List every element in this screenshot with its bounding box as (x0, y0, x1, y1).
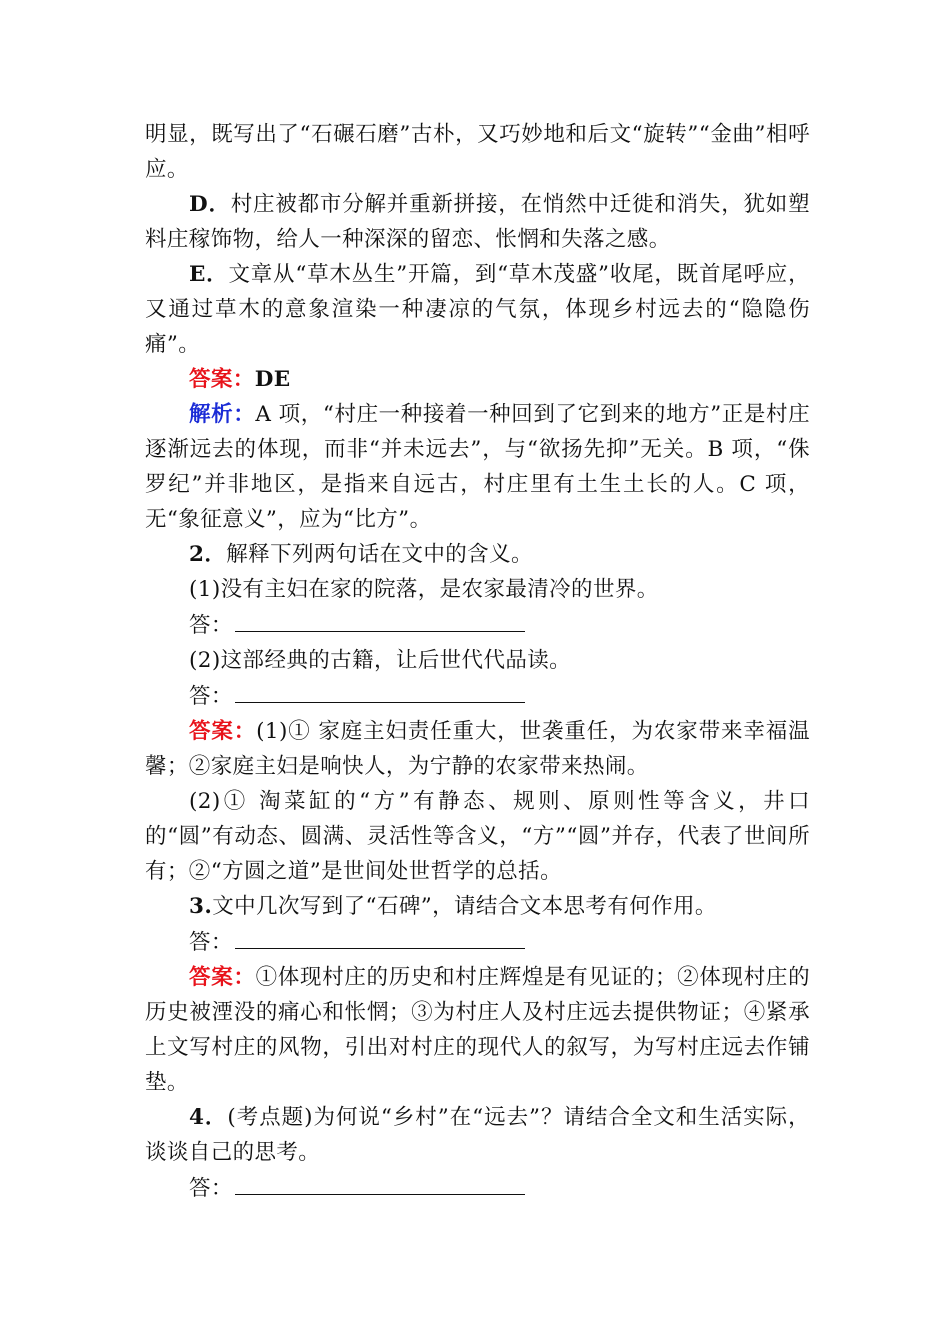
analysis-text: A 项，“村庄一种接着一种回到了它到来的地方”正是村庄逐渐远去的体现，而非“并未远去”，与“欲扬先抑”无关。B 项，“侏罗纪”并非地区，是指来自远古，村庄里有土生土长的人。C 项，无“象征意义”，应为“比方”。 (145, 402, 810, 532)
answer-line-2-2 (145, 678, 810, 714)
question-4-text: (考点题)为何说“乡村”在“远去”？请结合全文和生活实际，谈谈自己的思考。 (145, 1105, 810, 1165)
option-e-text: 文章从“草木丛生”开篇，到“草木茂盛”收尾，既首尾呼应，又通过草木的意象渲染一种凄凉的气氛，体现乡村远去的“隐隐伤痛”。 (145, 262, 810, 357)
answer-1 (145, 362, 810, 397)
answer-line-3 (145, 924, 810, 960)
answer-blank[interactable] (235, 924, 525, 949)
answer-3-text: ①体现村庄的历史和村庄辉煌是有见证的；②体现村庄的历史被湮没的痛心和怅惘；③为村庄人及村庄远去提供物证；④紧承上文写村庄的风物，引出对村庄的现代人的叙写，为写村庄远去作铺垫。 (145, 965, 810, 1095)
answer-1-text: DE (254, 367, 291, 392)
question-4 (145, 1100, 810, 1170)
option-d-letter: D． (189, 192, 231, 217)
question-2-text: 解释下列两句话在文中的含义。 (226, 542, 533, 567)
option-e (145, 257, 810, 362)
answer-blank[interactable] (235, 678, 525, 703)
analysis-label: 解析： (189, 402, 256, 427)
answer-prefix: 答： (189, 1176, 233, 1201)
question-2-2: (2)这部经典的古籍，让后世代代品读。 (189, 648, 572, 673)
answer-prefix: 答： (189, 613, 233, 638)
answer-2-text-1: (1)① 家庭主妇责任重大，世袭重任，为农家带来幸福温馨；②家庭主妇是响快人，为宁静的农家带来热闹。 (145, 719, 811, 779)
answer-label: 答案： (189, 367, 255, 392)
answer-line-2-1 (145, 607, 810, 643)
answer-blank[interactable] (235, 1170, 525, 1195)
answer-2-part-2: (2)① 淘菜缸的“方”有静态、规则、原则性等含义，井口的“圆”有动态、圆满、灵活性等含义，“方”“圆”并存，代表了世间所有；②“方圆之道”是世间处世哲学的总括。 (145, 789, 810, 884)
paragraph-continuation: 明显，既写出了“石碾石磨”古朴，又巧妙地和后文“旋转”“金曲”相呼应。 (145, 122, 810, 182)
answer-prefix: 答： (189, 684, 233, 709)
question-3-text: 文中几次写到了“石碑”，请结合文本思考有何作用。 (212, 894, 717, 919)
analysis (145, 397, 810, 537)
answer-line-4 (145, 1170, 810, 1206)
question-3-number: 3. (189, 894, 213, 919)
answer-3 (145, 960, 810, 1100)
option-e-letter: E． (189, 262, 229, 287)
question-3 (145, 889, 810, 924)
answer-prefix: 答： (189, 930, 233, 955)
question-4-number: 4． (189, 1105, 228, 1130)
question-2-1: (1)没有主妇在家的院落，是农家最清冷的世界。 (189, 577, 659, 602)
question-2-number: 2． (189, 542, 227, 567)
answer-label: 答案： (189, 719, 257, 744)
document-page (145, 117, 810, 1206)
option-d-text: 村庄被都市分解并重新拼接，在悄然中迁徙和消失，犹如塑料庄稼饰物，给人一种深深的留恋、怅惘和失落之感。 (145, 192, 810, 252)
question-2 (145, 537, 810, 572)
answer-blank[interactable] (235, 607, 525, 632)
answer-2-part-1 (145, 714, 810, 784)
option-d (145, 187, 810, 257)
answer-label: 答案： (189, 965, 256, 990)
